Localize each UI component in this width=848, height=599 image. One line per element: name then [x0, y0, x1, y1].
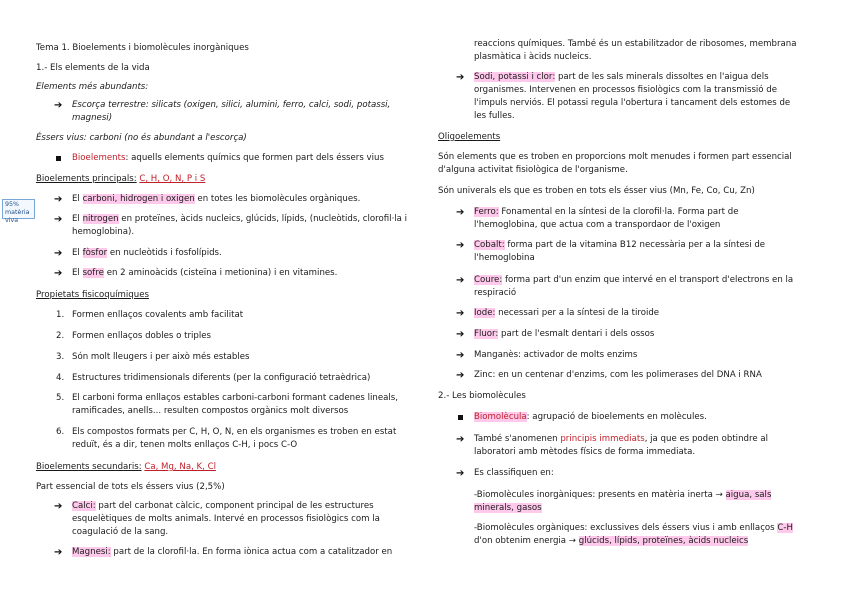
term: Bioelements: [72, 153, 126, 163]
text: part de les sals minerals dissoltes en l'aigua dels: [555, 72, 769, 82]
text: en proteïnes, àcids nucleics, glúcids, lípids, (nucleòtids, clorofil·la i: [118, 214, 408, 224]
list-number: 4.: [56, 373, 65, 383]
subsection-heading: Propietats fisicoquímiques: [36, 290, 149, 300]
heading-label: Bioelements principals:: [36, 174, 137, 184]
section-heading: 2.- Les biomolècules: [438, 391, 526, 401]
text: També s'anomenen: [474, 434, 561, 444]
list-item: Són molt lleugers i per això més estables: [72, 352, 250, 362]
list-item: reduït, és a dir, tenen molts enllaços C-H, i pocs C-O: [72, 440, 298, 450]
text-line: Escorça terrestre: silicats (oxigen, silici, alumini, ferro, calci, sodi, potassi,: [72, 100, 391, 110]
text-line: [474, 434, 768, 445]
element-list: C, H, O, N, P i S: [139, 174, 206, 184]
text: El: [72, 194, 83, 204]
text: en totes les biomolècules orgàniques.: [194, 194, 361, 204]
arrow-icon: ➔: [456, 308, 465, 319]
highlight: Cobalt:: [474, 240, 505, 250]
text-line: [474, 523, 793, 534]
text-line: [72, 153, 384, 164]
list-item: Formen enllaços dobles o triples: [72, 331, 212, 341]
text-line: [474, 275, 793, 286]
text-line: [72, 268, 337, 279]
element-list: Ca, Mg, Na, K, Cl: [144, 462, 217, 472]
highlight: Coure:: [474, 275, 503, 285]
highlight: Ferro:: [474, 207, 499, 217]
text: d'on obtenim energia →: [474, 536, 579, 546]
definition: : agrupació de bioelements en molècules.: [526, 412, 707, 422]
text-line: organismes. Intervenen en processos fisiològics com la transmissió de: [474, 85, 778, 95]
text: en 2 aminoàcids (cisteïna i metionina) i en vitamines.: [103, 268, 338, 278]
text-line: Éssers vius: carboni (no és abundant a l'escorça): [36, 133, 247, 143]
text: part de la clorofil·la. En forma iònica actua com a catalitzador en: [110, 547, 393, 557]
list-number: 3.: [56, 352, 65, 362]
arrow-icon: ➔: [456, 275, 465, 286]
highlight: fòsfor: [82, 248, 108, 258]
arrow-icon: ➔: [54, 214, 63, 225]
text-line: plasmàtica i àcids nucleics.: [474, 52, 592, 62]
arrow-icon: ➔: [54, 268, 63, 279]
highlight: aigua, sals: [725, 490, 772, 500]
arrow-icon: ➔: [54, 501, 63, 512]
text: El: [72, 248, 83, 258]
list-number: 6.: [56, 427, 65, 437]
highlight: principis immediats: [560, 434, 645, 444]
arrow-icon: ➔: [54, 547, 63, 558]
text-line: reaccions químiques. També és un estabilitzador de ribosomes, membrana: [474, 39, 797, 49]
text: El: [72, 214, 83, 224]
highlight: C-H: [777, 523, 793, 533]
list-item: ramificades, anells... resulten compostos orgànics molt diversos: [72, 406, 349, 416]
term: Biomolècula: [474, 412, 527, 422]
section-heading: 1.- Els elements de la vida: [36, 63, 150, 73]
text: necessari per a la síntesi de la tiroide: [495, 308, 660, 318]
list-number: 5.: [56, 393, 65, 403]
text-line: [474, 72, 769, 83]
list-item: Formen enllaços covalents amb facilitat: [72, 310, 244, 320]
text: part del carbonat càlcic, component principal de les estructures: [95, 501, 374, 511]
text-line: laboratori amb mètodes físics de forma immediata.: [474, 447, 696, 457]
square-bullet-icon: [458, 415, 463, 420]
text-line: magnesi): [72, 113, 113, 123]
subsection-heading: [36, 174, 205, 185]
highlight: glúcids, lípids, proteïnes, àcids nucleics: [578, 536, 749, 546]
arrow-icon: ➔: [54, 194, 63, 205]
list-item: El carboni forma enllaços estables carboni-carboni formant cadenes lineals,: [72, 393, 398, 403]
highlight: carboni, hidrogen i oxigen: [82, 194, 195, 204]
highlight: nitrogen: [82, 214, 119, 224]
text-line: Zinc: en un centenar d'enzims, com les polimerases del DNA i RNA: [474, 370, 762, 380]
arrow-icon: ➔: [456, 350, 465, 361]
text: El: [72, 268, 83, 278]
text-line: d'alguna activitat fisiològica de l'organisme.: [438, 165, 628, 175]
heading-label: Bioelements secundaris:: [36, 462, 142, 472]
list-item: Els compostos formats per C, H, O, N, en els organismes es troben en estat: [72, 427, 397, 437]
list-item: Estructures tridimensionals diferents (per la configuració tetraèdrica): [72, 373, 371, 383]
text-line: Es classifiquen en:: [474, 468, 554, 478]
text-line: [474, 412, 707, 423]
arrow-icon: ➔: [456, 240, 465, 251]
text-line: respiració: [474, 288, 517, 298]
text: , ja que es poden obtindre al: [644, 434, 768, 444]
margin-note: 95% matèria viva: [2, 199, 35, 219]
text-line: [474, 490, 771, 501]
text: en nucleòtids i fosfolípids.: [107, 248, 222, 258]
highlight: sofre: [82, 268, 104, 278]
text-line: [474, 536, 748, 547]
text-line: hemoglobina).: [72, 227, 135, 237]
arrow-icon: ➔: [54, 248, 63, 259]
text-line: [72, 194, 360, 205]
text-line: [474, 503, 542, 514]
subsection-heading: Oligoelements: [438, 132, 501, 142]
text: forma part d'un enzim que intervé en el transport d'electrons en la: [502, 275, 794, 285]
text-line: [72, 214, 407, 225]
square-bullet-icon: [56, 156, 61, 161]
arrow-icon: ➔: [456, 468, 465, 479]
text: -Biomolècules orgàniques: exclussives dels éssers vius i amb enllaços: [474, 523, 778, 533]
highlight: Calci:: [72, 501, 96, 511]
arrow-icon: ➔: [456, 72, 465, 83]
text-line: Manganès: activador de molts enzims: [474, 350, 638, 360]
text-line: [72, 248, 222, 259]
arrow-icon: ➔: [456, 207, 465, 218]
text-line: l'impuls nerviós. El potassi regula l'obertura i tancament dels estomes de: [474, 98, 791, 108]
text-line: [474, 308, 659, 319]
text-line: l'hemoglobina: [474, 253, 535, 263]
definition: : aquells elements químics que formen part dels éssers vius: [125, 153, 384, 163]
arrow-icon: ➔: [456, 434, 465, 445]
highlight: Iode:: [474, 308, 496, 318]
text-line: les fulles.: [474, 111, 515, 121]
subsection-heading: [36, 462, 216, 473]
highlight: Sodi, potassi i clor:: [474, 72, 556, 82]
text-line: [474, 240, 765, 251]
text: -Biomolècules inorgàniques: presents en matèria inerta →: [474, 490, 726, 500]
text: part de l'esmalt dentari i dels ossos: [498, 329, 655, 339]
text-line: [72, 547, 392, 558]
text: forma part de la vitamina B12 necessària per a la síntesi de: [504, 240, 766, 250]
highlight: Fluor:: [474, 329, 499, 339]
arrow-icon: ➔: [456, 329, 465, 340]
page-title: Tema 1. Bioelements i biomolècules inorgàniques: [36, 43, 249, 53]
text-line: [474, 207, 738, 218]
subheading: Elements més abundants:: [36, 82, 149, 92]
text-line: Part essencial de tots els éssers vius (2,5%): [36, 482, 225, 492]
text: Fonamental en la síntesi de la clorofil·la. Forma part de: [498, 207, 739, 217]
text-line: Són univerals els que es troben en tots els ésser vius (Mn, Fe, Co, Cu, Zn): [438, 186, 755, 196]
text-line: l'hemoglobina, que actua com a transpordaor de l'oxigen: [474, 220, 721, 230]
list-number: 1.: [56, 310, 65, 320]
text-line: esquelètiques de molts animals. Intervé en processos fisiològics com la: [72, 514, 380, 524]
highlight: Magnesi:: [72, 547, 111, 557]
text-line: [474, 329, 654, 340]
arrow-icon: ➔: [456, 370, 465, 381]
text-line: coagulació de la sang.: [72, 527, 169, 537]
arrow-icon: ➔: [54, 100, 63, 111]
text-line: Són elements que es troben en proporcions molt menudes i formen part essencial: [438, 152, 792, 162]
list-number: 2.: [56, 331, 65, 341]
highlight: minerals, gasos: [474, 503, 542, 513]
text-line: [72, 501, 374, 512]
